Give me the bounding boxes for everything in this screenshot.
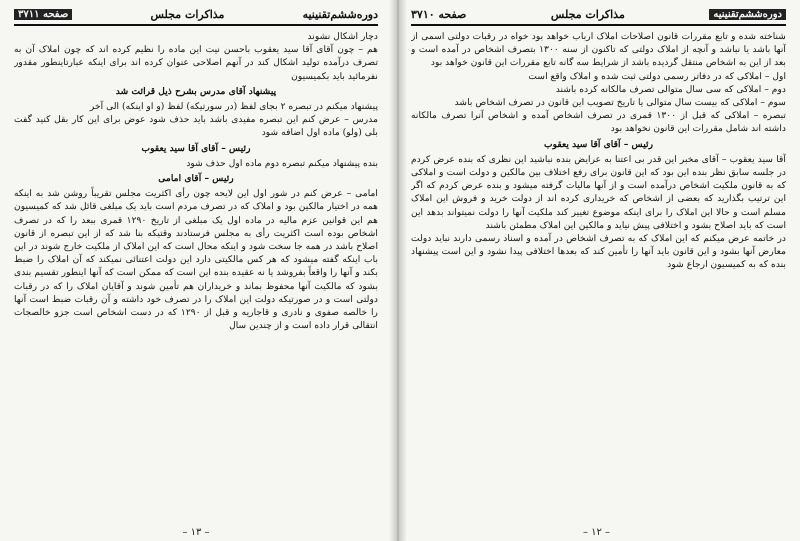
left-paragraph: پیشنهاد آقای مدرس بشرح ذیل قرائت شد: [115, 85, 277, 97]
right-paragraph: تبصره – املاکی که قبل از ۱۳۰۰ قمری در تصرف اشخاص آمده و اشخاص آنرا تصرف مالکانه داشته اند شامل مقررات این قانون نخواهد بود: [411, 110, 786, 135]
left-paragraph: رئیس – آقای آقا سید یعقوب: [141, 142, 251, 154]
right-page-number: صفحه ۳۷۱۰: [411, 7, 467, 21]
left-header-rule: [14, 24, 378, 26]
right-header-title-badge: دوره‌ششم‌تقنینیه: [709, 9, 786, 20]
left-page-body: [14, 30, 378, 518]
left-paragraph: رئیس – آقای امامی: [158, 173, 234, 185]
right-header-center: مذاکرات مجلس: [550, 7, 625, 21]
right-paragraph: اول – املاکی که در دفاتر رسمی دولتی ثبت شده و املاک واقع است: [528, 70, 786, 82]
left-page-number-badge: صفحه ۳۷۱۱: [14, 9, 72, 20]
left-folio: – ۱۳ –: [182, 527, 210, 538]
right-page-header: [411, 6, 786, 22]
left-paragraph: مدرس – عرض کنم این تبصره مفیدی باشد باید حذف شود عوض برای این کار بقل کنید گفت بلی (ولو) ماده اول اضافه شود: [14, 114, 378, 139]
left-paragraph: بنده پیشنهاد میکنم تبصره دوم ماده اول حذف شود: [186, 157, 378, 169]
left-paragraph: پیشنهاد میکنم در تبصره ۲ بجای لفظ (در سورتیکه) لفظ (و او اینکه) الی آخر: [89, 101, 378, 113]
left-page: [0, 0, 393, 541]
left-paragraph: دچار اشکال نشوند: [307, 31, 378, 42]
right-paragraph: سوم – املاکی که بیست سال متوالی یا تاریخ تصویب این قانون در تصرف اشخاص باشد: [454, 97, 786, 109]
book-gutter: [389, 0, 407, 541]
left-header-center: مذاکرات مجلس: [150, 7, 225, 21]
right-paragraph: آقا سید یعقوب – آقای مخبر این قدر بی اعتنا به عرایض بنده نباشید این نظری که بنده عرض کردم در جلسه سابق نظر بنده این بود که این قانون برای رفع اختلاف بین مالکین و دولت است و املاکی که به قانون ملکیت اشخاص درآمده است و از آنها مالیات گرفته میشود و بنده عرض کردم که اگر این ترتیب بگذارید که بعضی از اشخاص که خریداری کرده اند از دولت خرید و فروش این املاک مسلم است و حالا این املاک را برای اینکه موضوع تغییر کند ملکیت آنها را دولت نمیتواند بدهد این است که باید اصلاح بشود و اختلافی پیش نیاید و مالکین این املاک مطمئن باشند: [411, 153, 786, 231]
right-page-body: [411, 30, 786, 518]
right-header-rule: [411, 24, 786, 26]
right-paragraph: دوم – املاکی که سی سال متوالی تصرف مالکانه کرده باشند: [555, 83, 786, 95]
left-paragraph: هم – چون آقای آقا سید یعقوب باحسن نیت این ماده را نظیم کرده اند که چون املاک آن به تصرف درآمده تولید اشکال کند در آنهم اصلاحی عنوان کرده اند برای اینکه عبارتاینطور مقدور نفرمائید باید بکمیسیون: [14, 44, 378, 82]
right-paragraph: رئیس – آقای آقا سید یعقوب: [543, 138, 654, 150]
right-paragraph: شناخته شده و تابع مقررات قانون اصلاحات املاک ارباب خواهد بود خواه در رقبات دولتی اسمی از آنها باشد یا نباشد و آنچه از املاک دولتی که تاکنون از سنه ۱۳۰۰ بتصرف اشخاص در آمده است و بعد از این به اشخاص منتقل گردیده باشد از شرایط سه گانه تابع مقررات این قانون خواهد بود: [411, 31, 786, 69]
left-header-right: دوره‌ششم‌تقنینیه: [302, 7, 378, 21]
left-paragraph: امامی – عرض کنم در شور اول این لایحه چون رأی اکثریت مجلس تقریباً روشن شد به اینکه همه در اختیار مالکین بود و املاک که در تصرف مردم است باید یک مبلغی قائل شد که کمیسیون هم این قوانین عزم مالیه در ماده اول یک مبلغی از تاریخ ۱۲۹۰ قمری ببعد را که در تصرف اشخاص بوده است اکثریت رأی به مجلس فرستادند وقتیکه بنا شد که از این تبصره از قانون اصلاح باشد در همه جا سخت شود و اینکه محال است که این املاک از ملکیت خارج شوند در این باب اینکه گفته میشود که هر کس مالکیتی دارد این دولت اعتنائی نمیکند که آن املاک را ضبط بکند و آنها را واقعاً بفروشد یا نه عقیده بنده این است که ممکن است که آنها اینطور تقسیم بندی بشود که مالکیت آنها محفوظ بماند و خریداران هم تأمین شوند و آقایان املاک را که در رقبات دولتی است و در صورتیکه دولت این املاک را در تصرف خود داشته و آن رقبات ضبط است آنها را خالصه صفوی و نادری و قاجاریه و قبل از ۱۲۹۰ که در دست اشخاص است جزو خالصجات انتقالی قرار داده است و از چندین سال: [14, 188, 378, 332]
right-folio: – ۱۲ –: [582, 527, 611, 538]
right-paragraph: در خاتمه عرض میکنم که این املاک که به تصرف اشخاص در آمده و اسناد رسمی دارند نباید دولت معارض آنها بشود و این قانون باید آنها را تأمین کند که بعدها اختلافی پیدا نشود و این است پیشنهاد بنده که به کمیسیون ارجاع شود: [411, 233, 786, 271]
right-page: [393, 0, 800, 541]
left-page-header: [14, 6, 378, 22]
